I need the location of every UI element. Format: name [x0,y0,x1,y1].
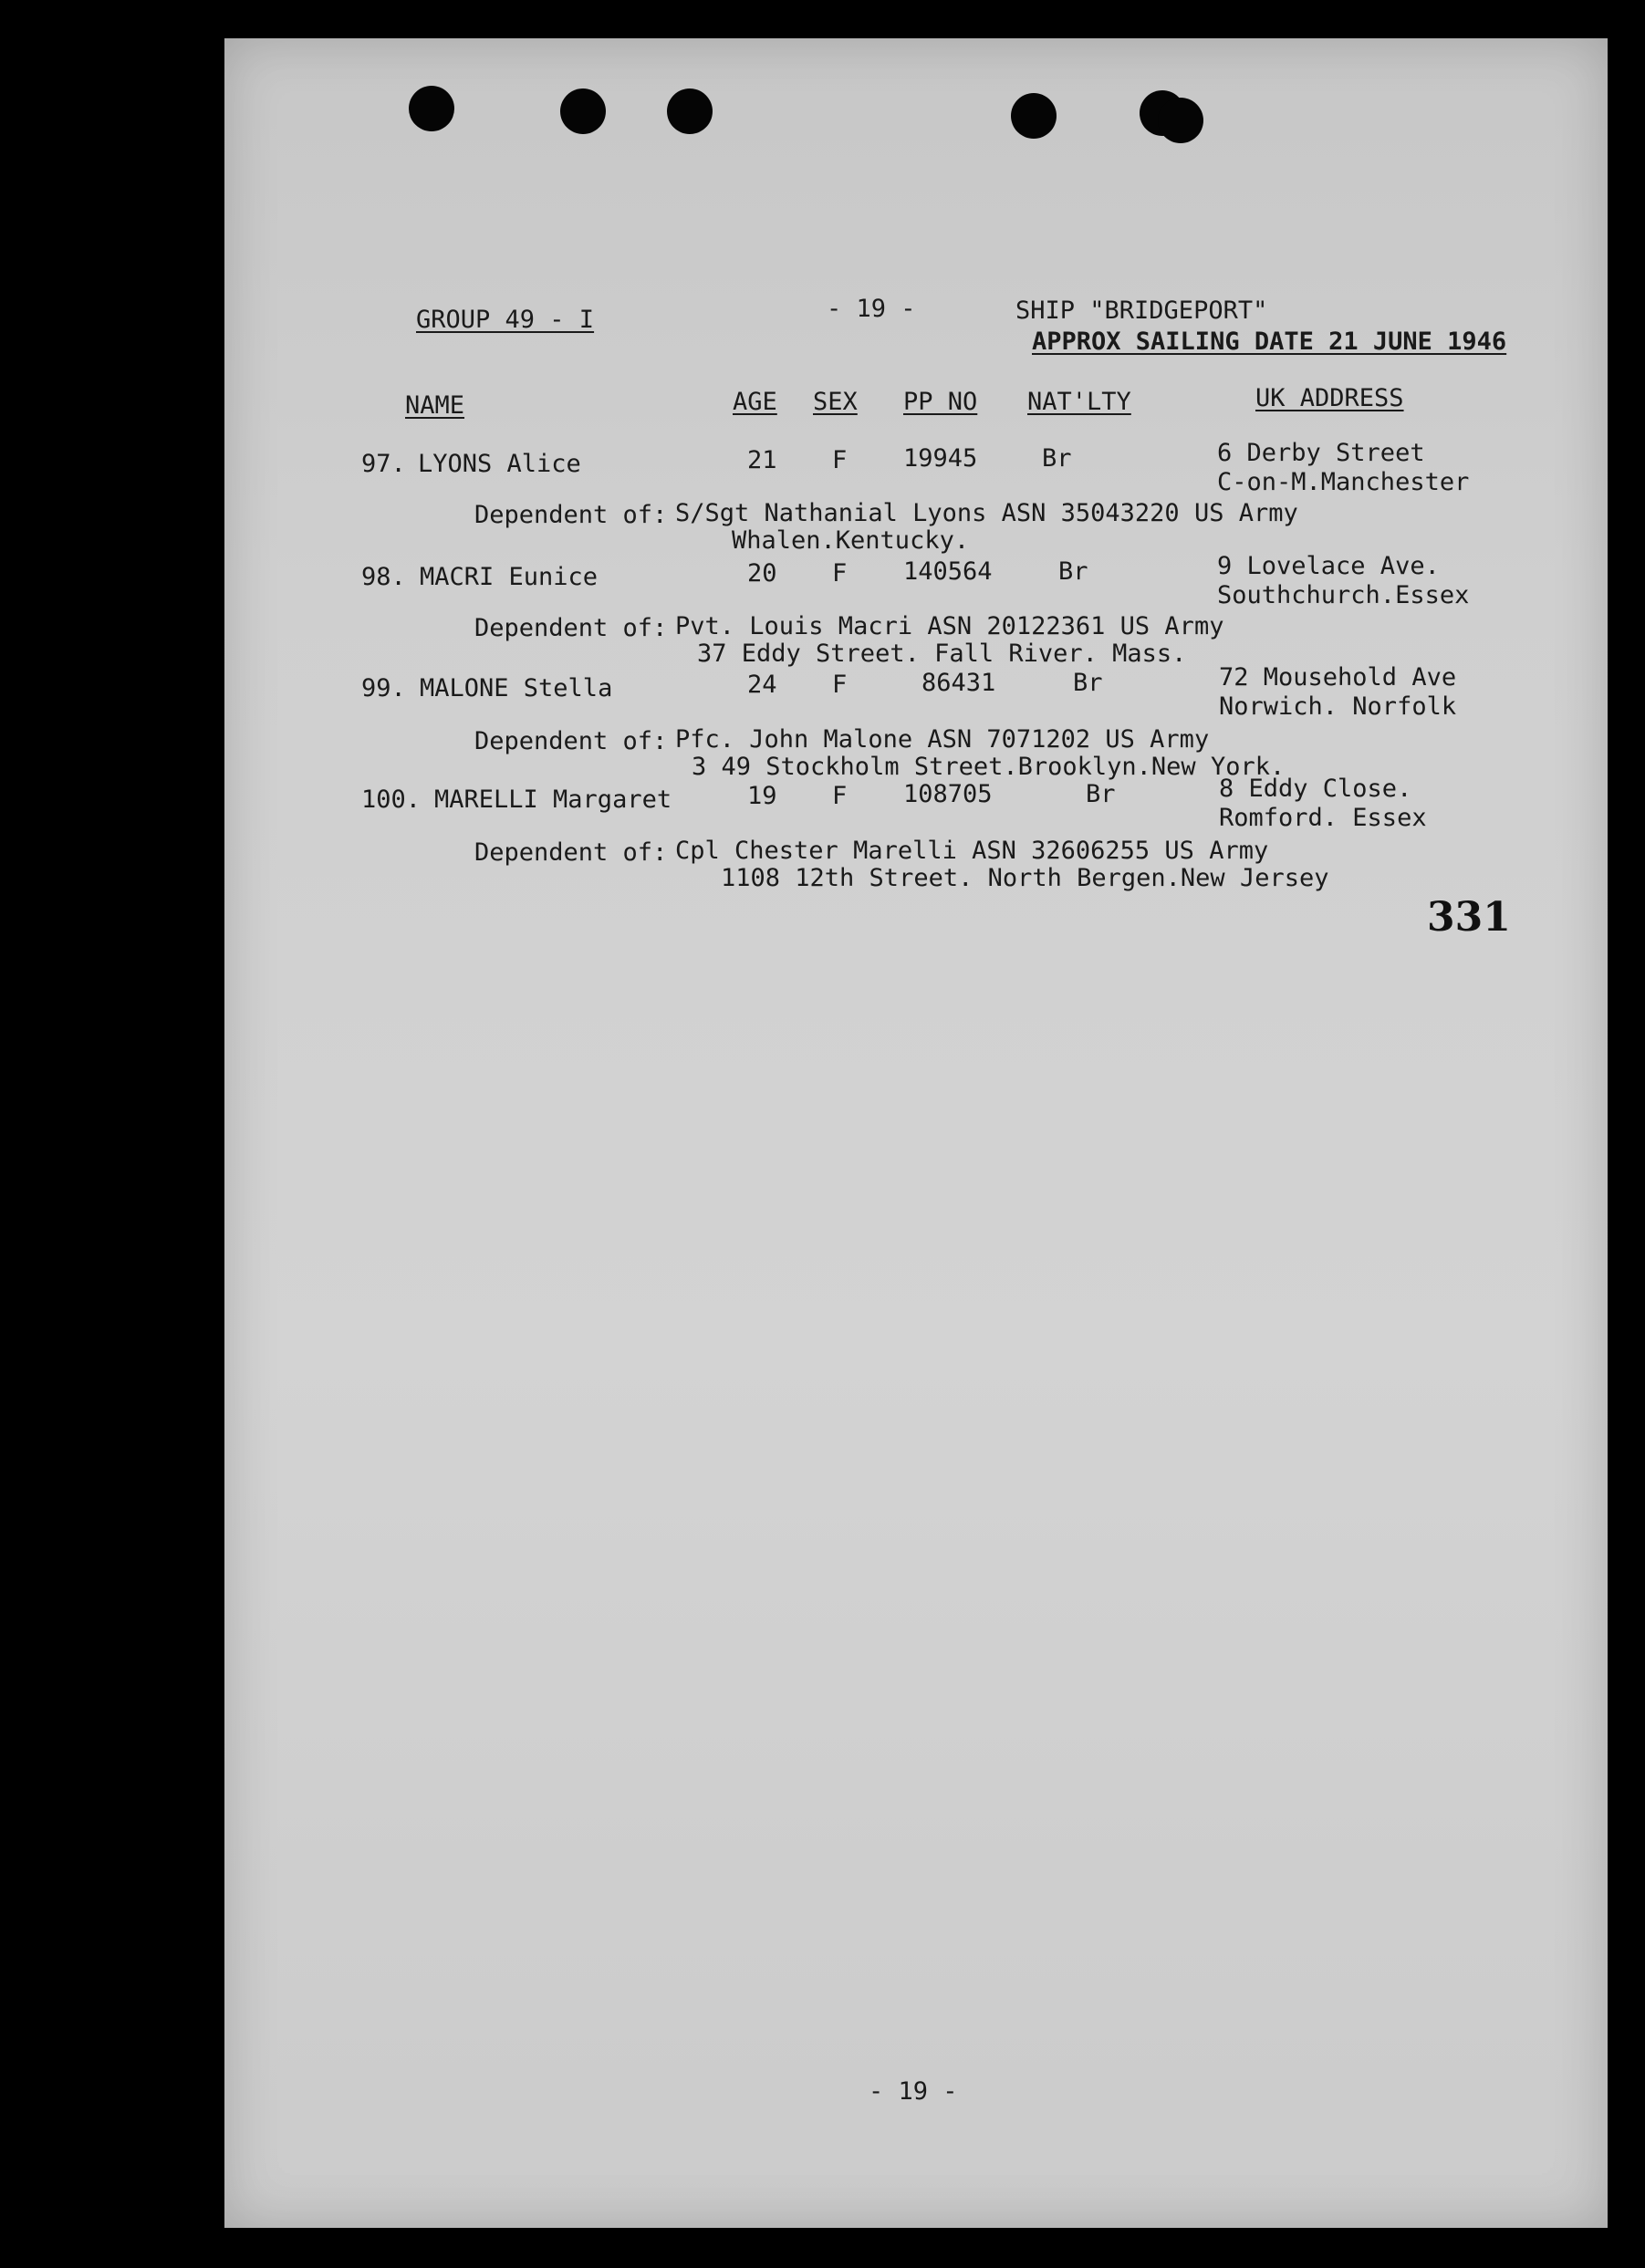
entry-name: MALONE Stella [420,674,613,702]
punch-hole [1011,93,1057,139]
entry-number: 98. [361,563,406,591]
entry-address-line2: Romford. Essex [1219,804,1427,832]
dependent-line1: S/Sgt Nathanial Lyons ASN 35043220 US Army [675,499,1298,527]
entry-age: 19 [747,782,777,810]
entry-sex: F [832,671,848,699]
entry-address-line2: Norwich. Norfolk [1219,692,1457,721]
dependent-line2: 3 49 Stockholm Street.Brooklyn.New York. [692,753,1286,781]
col-natlty: NAT'LTY [1027,388,1131,416]
dependent-line2: Whalen.Kentucky. [732,526,970,555]
entry-pp-no: 108705 [903,780,993,808]
page-number-top: - 19 - [827,295,916,323]
col-pp-no: PP NO [903,388,978,416]
punch-hole [409,86,454,131]
entry-pp-no: 140564 [903,557,993,586]
punch-hole [1158,98,1203,143]
entry-number: 99. [361,674,406,702]
ship-name: SHIP "BRIDGEPORT" [1015,297,1268,325]
sailing-date: APPROX SAILING DATE 21 JUNE 1946 [1032,328,1507,356]
group-label: GROUP 49 - I [416,306,595,334]
dependent-line1: Pfc. John Malone ASN 7071202 US Army [675,725,1210,754]
entry-address-line2: C-on-M.Manchester [1217,468,1470,496]
entry-age: 24 [747,671,777,699]
entry-number: 100. [361,785,422,814]
dependent-label: Dependent of: [474,727,668,755]
entry-address-line1: 9 Lovelace Ave. [1217,552,1440,580]
dependent-label: Dependent of: [474,614,668,642]
dependent-line1: Pvt. Louis Macri ASN 20122361 US Army [675,612,1224,640]
col-age: AGE [733,388,777,416]
col-uk-address: UK ADDRESS [1255,384,1404,412]
punch-hole [560,88,606,134]
entry-nationality: Br [1073,669,1103,697]
entry-address-line2: Southchurch.Essex [1217,581,1470,609]
dependent-label: Dependent of: [474,838,668,867]
entry-age: 20 [747,559,777,588]
entry-address-line1: 8 Eddy Close. [1219,775,1412,803]
entry-nationality: Br [1042,444,1072,473]
entry-name: MACRI Eunice [420,563,599,591]
dependent-label: Dependent of: [474,501,668,529]
dependent-line2: 1108 12th Street. North Bergen.New Jersey [721,864,1329,892]
stamped-number: 331 [1427,894,1511,941]
entry-address-line1: 72 Mousehold Ave [1219,663,1457,692]
dependent-line1: Cpl Chester Marelli ASN 32606255 US Army [675,837,1269,865]
punch-hole [667,88,713,134]
entry-pp-no: 86431 [921,669,996,697]
col-sex: SEX [813,388,858,416]
entry-age: 21 [747,446,777,474]
entry-name: MARELLI Margaret [434,785,672,814]
page-number-bottom: - 19 - [869,2077,958,2106]
entry-sex: F [832,559,848,588]
entry-nationality: Br [1058,557,1088,586]
entry-address-line1: 6 Derby Street [1217,439,1425,467]
dependent-line2: 37 Eddy Street. Fall River. Mass. [697,640,1187,668]
entry-sex: F [832,782,848,810]
document-page [224,38,1608,2228]
col-name: NAME [405,391,465,420]
entry-pp-no: 19945 [903,444,978,473]
entry-name: LYONS Alice [418,450,581,478]
entry-sex: F [832,446,848,474]
entry-number: 97. [361,450,406,478]
entry-nationality: Br [1086,780,1116,808]
